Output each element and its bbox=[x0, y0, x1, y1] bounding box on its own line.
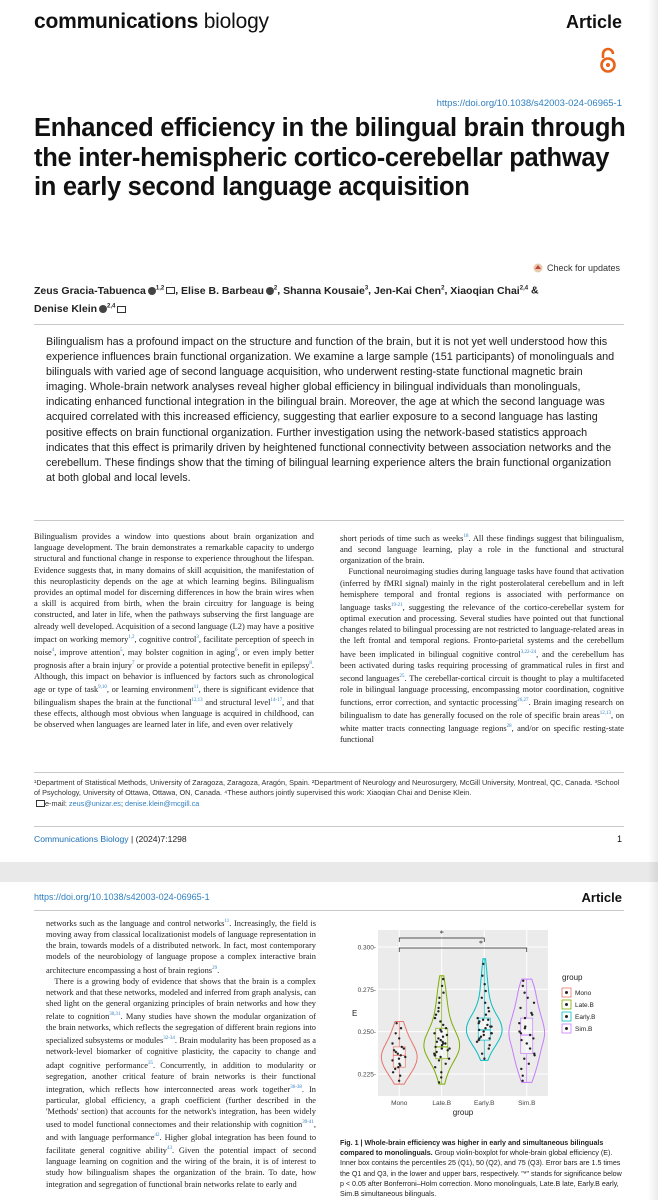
citation-ref[interactable]: 25 bbox=[399, 673, 405, 679]
data-point bbox=[528, 1063, 530, 1065]
data-point bbox=[438, 1081, 440, 1083]
body-text-run: , on white matter tracts connecting language regions bbox=[340, 710, 625, 733]
data-point bbox=[395, 1032, 397, 1034]
data-point bbox=[437, 1010, 439, 1012]
page-gap bbox=[0, 862, 658, 882]
data-point bbox=[483, 1034, 485, 1036]
body-text-run: . Increasingly, the field is moving away from classical localizationist models of language representation in the brain, towards models of a distributed network. In fact, most contemporary models of the neurobiology of language propose a complex interactive brain architecture encompassing a host of brain regions bbox=[46, 918, 316, 975]
divider bbox=[34, 324, 624, 325]
data-point bbox=[445, 1063, 447, 1065]
data-point bbox=[446, 1034, 448, 1036]
data-point bbox=[488, 1044, 490, 1046]
data-point bbox=[520, 1032, 522, 1034]
data-point bbox=[531, 1014, 533, 1016]
data-point bbox=[521, 1080, 523, 1082]
data-point bbox=[439, 1020, 441, 1022]
data-point bbox=[488, 1047, 490, 1049]
legend-label-Mono: Mono bbox=[575, 990, 592, 997]
data-point bbox=[397, 1053, 399, 1055]
data-point bbox=[435, 1051, 437, 1053]
data-point bbox=[448, 1058, 450, 1060]
data-point bbox=[524, 1025, 526, 1027]
body-text-run: , there is significant evidence that bilingualism shapes the brain at the functional bbox=[34, 684, 314, 707]
email-icon[interactable] bbox=[117, 306, 126, 313]
y-tick-label: 0.300- bbox=[357, 944, 376, 952]
data-point bbox=[533, 1054, 535, 1056]
body-text-run: . Brain imaging research on bilingualism to date has generally focused on the role of specific brain areas bbox=[340, 697, 624, 720]
data-point bbox=[395, 1051, 397, 1053]
page-2 bbox=[0, 882, 658, 1200]
data-point bbox=[488, 1010, 490, 1012]
body-text-run: . Higher global integration has been found to facilitate general cognitive ability bbox=[46, 1133, 317, 1156]
data-point bbox=[442, 1024, 444, 1026]
body-text-run: , suggesting the relevance of the cortico-cerebellar system for optimal execution and processing. Several studies have pointed out that functional changes related to bilingual processing are not restricted to language-related areas in the left frontal and temporal regions. Fronto-parietal systems and the cerebellum have been implicated in bilingual cognitive control bbox=[340, 602, 625, 659]
data-point bbox=[403, 1047, 405, 1049]
data-point bbox=[488, 1037, 490, 1039]
x-tick-label: Sim.B bbox=[518, 1100, 536, 1107]
data-point bbox=[520, 1039, 522, 1041]
citation-ref[interactable]: 1,2 bbox=[128, 634, 135, 640]
data-point bbox=[481, 1053, 483, 1055]
legend-label-Sim.B: Sim.B bbox=[575, 1026, 593, 1033]
body-text-left bbox=[46, 916, 316, 1190]
body-text-left bbox=[34, 531, 314, 730]
citation-ref[interactable]: 7 bbox=[131, 660, 135, 666]
data-point bbox=[438, 997, 440, 999]
citation-ref[interactable]: 3,22-24 bbox=[520, 649, 537, 655]
body-text-run: , may bolster cognition in aging bbox=[122, 647, 235, 657]
y-tick-label: 0.225- bbox=[357, 1071, 376, 1079]
data-point bbox=[487, 1007, 489, 1009]
body-text-run: . The cerebellar-cortical circuit is thought to play a multifaceted role in bilingual language processing, encompassing motor coordination, cognitive functions, error correction, and syntactic processing bbox=[340, 673, 624, 707]
journal-name[interactable]: communications biology bbox=[34, 10, 269, 33]
data-point bbox=[439, 1056, 441, 1058]
legend-label-Late.B: Late.B bbox=[575, 1002, 594, 1009]
data-point bbox=[401, 1046, 403, 1048]
data-point bbox=[442, 978, 444, 980]
data-point bbox=[435, 1014, 437, 1016]
data-point bbox=[489, 1025, 491, 1027]
data-point bbox=[397, 1066, 399, 1068]
data-point bbox=[477, 1017, 479, 1019]
data-point bbox=[437, 1007, 439, 1009]
data-point bbox=[522, 1075, 524, 1077]
data-point bbox=[484, 983, 486, 985]
citation-ref[interactable]: 36-38 bbox=[290, 1084, 302, 1090]
data-point bbox=[398, 1037, 400, 1039]
citation-ref[interactable]: 18 bbox=[463, 534, 469, 539]
data-point bbox=[447, 1049, 449, 1051]
data-point bbox=[400, 1027, 402, 1029]
data-point bbox=[520, 1068, 522, 1070]
x-tick-label: Early.B bbox=[474, 1100, 495, 1107]
data-point bbox=[440, 1039, 442, 1041]
data-point bbox=[442, 992, 444, 994]
body-text-run: . Brain modularity has been proposed as a network-level biomarker of cognitive plasticity, the capacity to change and adapt cognitive performance bbox=[46, 1036, 316, 1070]
data-point bbox=[440, 1076, 442, 1078]
body-text-run: or provide a potential protective benefit in epilepsy bbox=[134, 660, 310, 670]
x-tick-label: Mono bbox=[391, 1100, 408, 1107]
article-type-label: Article bbox=[565, 12, 622, 32]
footer-citation: Communications Biology | (2024)7:1298 bbox=[34, 834, 187, 844]
data-point bbox=[483, 1058, 485, 1060]
body-text-run: and structural level bbox=[202, 697, 271, 707]
abstract: Bilingualism has a profound impact on the structure and function of the brain, but it is not yet well understood how this experience influences brain functional organization. We examine a large sample (151 participants) of monolinguals and bilinguals with varied age of second language acquisition, who underwent resting-state functional magnetic brain imaging. Whole-brain network analyses reveal higher global efficiency in bilingual individuals than monolinguals, indicating enhanced functional integration in the bilingual brain. Moreover, the age at which the second language was acquired correlated with this increased efficiency, suggesting that earlier exposure to a second language has lasting positive effects on brain functional organization. Further investigation using the network-based statistics approach indicates that this effect is primarily driven by heightened functional connectivity between association networks and the cerebellum. These findings show that the timing of bilingual learning experience alters the brain functional organization at both global and local levels. bbox=[46, 336, 615, 484]
check-updates-label: Check for updates bbox=[546, 263, 620, 273]
email-link[interactable]: denise.klein@mcgill.ca bbox=[125, 798, 200, 808]
y-axis-label: E bbox=[352, 1009, 358, 1018]
email-link[interactable]: zeus@unizar.es bbox=[68, 798, 121, 808]
affiliations: ¹Department of Statistical Methods, University of Zaragoza, Zaragoza, Aragón, Spain. ²Department of Neurology and Neurosurgery, McGill University, Montreal, QC, Canada. ³School of Psychology, University of Ottawa, Ottawa, ON, Canada. ⁴These authors jointly supervised this work: Xiaoqian Chai and Denise Klein. e-mail: zeus@unizar.es; denise.klein@mcgill.ca bbox=[34, 778, 620, 808]
data-point bbox=[434, 1066, 436, 1068]
data-point bbox=[532, 1037, 534, 1039]
data-point bbox=[481, 997, 483, 999]
body-text-run: . All these findings suggest that bilingualism, and second language learning, play a role in the functional and structural organization of the brain. bbox=[340, 533, 624, 566]
data-point bbox=[398, 1080, 400, 1082]
data-point bbox=[445, 1027, 447, 1029]
figure-caption: Fig. 1 | Whole-brain efficiency was higher in early and simultaneous bilinguals compared to monolinguals. Group violin-boxplot for whole-brain global efficiency (E). Inner box contains the percentiles 25 (Q1), 50 (Q2), and 75 (Q3). Error bars are 1.5 times the Q1 and Q3, in the lower and upper bars, respectively. "*" stands for significance below p < 0.05 after Bonferroni–Holm correction. Mono monolinguals, Late.B late, Early.B early, Sim.B simultaneous bilinguals. bbox=[340, 1139, 622, 1199]
data-point bbox=[484, 1027, 486, 1029]
body-text-run: short periods of time such as weeks bbox=[340, 533, 464, 543]
data-point bbox=[518, 1022, 520, 1024]
citation-ref[interactable]: 5 bbox=[120, 647, 123, 653]
author[interactable]: Elise B. Barbeau $^2$ bbox=[181, 284, 278, 297]
page-edge-shadow bbox=[648, 0, 658, 1200]
body-text-run: , or learning environment bbox=[106, 684, 194, 694]
author[interactable]: Jen-Kai Chen$^2$ bbox=[374, 284, 445, 297]
data-point bbox=[392, 1071, 394, 1073]
legend-key-dot bbox=[565, 1003, 568, 1006]
citation-ref[interactable]: 35 bbox=[147, 1060, 153, 1066]
body-text-run: . Concurrently, in addition to modularity or segregation, another critical feature of brain networks is their functional integration, which reflects how interconnected areas work together bbox=[46, 1060, 316, 1094]
data-point bbox=[476, 1041, 478, 1043]
citation-ref[interactable]: 32-34 bbox=[163, 1036, 175, 1042]
citation-ref[interactable]: 12,13 bbox=[599, 711, 612, 717]
plot-panel bbox=[378, 930, 548, 1096]
data-point bbox=[523, 1058, 525, 1060]
body-text-run: networks such as the language and control networks bbox=[46, 918, 225, 928]
citation-ref[interactable]: 3 bbox=[196, 634, 199, 640]
author-list: Zeus Gracia-Tabuenca $^{1,2}$ , Elise B. Barbeau $^2$, Shanna Kousaie$^3$, Jen-Kai Chen$^2$, Xiaoqian Chai$^{2,4}$ & Denise Klein $^{2,4}$ bbox=[34, 284, 539, 315]
data-point bbox=[478, 1029, 480, 1031]
x-axis-label: group bbox=[452, 1108, 474, 1117]
body-text-run: , improve attention bbox=[54, 647, 121, 657]
body-text-run: , and that these effects, although most obvious when language is acquired in childhood, can be observed when languages are learned later in life, and even over relatively bbox=[34, 697, 315, 730]
orcid-icon[interactable] bbox=[148, 287, 156, 295]
email-icon bbox=[36, 800, 45, 807]
body-text-run: . Given the potential impact of second language learning on cognition and the wiring of the brain, it is of interest to study how bilingualism shapes the organization of the brain. To date, how integration and segregation of functional brain networks relate to early and bbox=[46, 1146, 317, 1189]
author[interactable]: Denise Klein $^{2,4}$ bbox=[34, 303, 126, 315]
data-point bbox=[478, 1020, 480, 1022]
citation-ref[interactable]: 12,13 bbox=[191, 698, 203, 704]
legend-key-dot bbox=[565, 1027, 568, 1030]
divider bbox=[34, 910, 624, 911]
data-point bbox=[519, 1007, 521, 1009]
legend-key-dot bbox=[565, 1015, 568, 1018]
citation-ref[interactable]: 29 bbox=[212, 965, 218, 971]
author[interactable]: Xiaoqian Chai$^{2,4}$ bbox=[450, 284, 529, 297]
orcid-icon[interactable] bbox=[99, 305, 107, 313]
citation-ref[interactable]: 42 bbox=[154, 1133, 160, 1139]
body-text-run: , facilitate perception of speech in noise bbox=[34, 634, 314, 657]
data-point bbox=[478, 1037, 480, 1039]
citation-ref[interactable]: 19-21 bbox=[390, 603, 403, 609]
significance-mark: * bbox=[439, 929, 444, 938]
page-number: 1 bbox=[616, 834, 622, 844]
check-updates-icon bbox=[533, 263, 543, 273]
data-point bbox=[399, 1064, 401, 1066]
open-access-icon bbox=[597, 46, 619, 74]
data-point bbox=[487, 1019, 489, 1021]
data-point bbox=[485, 990, 487, 992]
data-point bbox=[524, 1017, 526, 1019]
data-point bbox=[529, 1034, 531, 1036]
data-point bbox=[491, 1032, 493, 1034]
body-text-run: . In particular, global efficiency, a graph coefficient (further described in the 'Methods' section) that accounts for the network's integration, has been widely used to model functional connectomes and their relationship with cognition bbox=[46, 1084, 316, 1130]
data-point bbox=[391, 1059, 393, 1061]
divider bbox=[34, 520, 624, 521]
body-text-run: There is a growing body of evidence that shows that the brain is a complex network and that these networks, modeled and inferred from graph analysis, can shed light on the general organizing principles of brain networks and how they relate to cognition bbox=[46, 976, 316, 1022]
data-point bbox=[448, 1047, 450, 1049]
data-point bbox=[527, 997, 529, 999]
significance-mark: * bbox=[479, 939, 483, 948]
citation-ref[interactable]: 6 bbox=[234, 647, 238, 653]
data-point bbox=[486, 1024, 488, 1026]
body-text-run: , cognitive control bbox=[134, 634, 197, 644]
citation-ref[interactable]: 43 bbox=[166, 1146, 172, 1152]
body-text-run: . Although, this impact on behavior is influenced by factors such as chronological age or type of task bbox=[34, 660, 314, 694]
data-point bbox=[481, 975, 483, 977]
body-text-run: , and with language performance bbox=[46, 1120, 316, 1143]
body-text-run: , and the cerebellum has been activated during tasks requiring processing of grammatical rules in first and second languages bbox=[340, 649, 624, 683]
data-point bbox=[440, 1071, 442, 1073]
doi-link[interactable]: https://doi.org/10.1038/s42003-024-06965-1 bbox=[34, 892, 210, 902]
data-point bbox=[484, 1002, 486, 1004]
figure-violin-plot bbox=[340, 918, 630, 1128]
data-point bbox=[399, 1075, 401, 1077]
data-point bbox=[482, 963, 484, 965]
citation-ref[interactable]: 30,31 bbox=[109, 1012, 121, 1018]
data-point bbox=[444, 1042, 446, 1044]
data-point bbox=[441, 985, 443, 987]
data-point bbox=[439, 1029, 441, 1031]
data-point bbox=[394, 1068, 396, 1070]
data-point bbox=[482, 1019, 484, 1021]
data-point bbox=[437, 1037, 439, 1039]
body-text-run: . bbox=[217, 965, 220, 975]
data-point bbox=[433, 1032, 435, 1034]
body-text-run: . Many studies have shown the modular organization of the brain networks, which reflects the segregation of different brain regions into specialized subsystems or modules bbox=[46, 1012, 316, 1046]
check-for-updates[interactable] bbox=[533, 263, 620, 273]
data-point bbox=[434, 1046, 436, 1048]
y-tick-label: 0.275- bbox=[357, 986, 376, 994]
legend-label-Early.B: Early.B bbox=[575, 1014, 596, 1021]
body-text-run: , or even imply better prognosis after a brain injury bbox=[34, 647, 314, 670]
x-tick-label: Late.B bbox=[432, 1100, 452, 1107]
citation-ref[interactable]: 28 bbox=[506, 724, 512, 730]
citation-ref[interactable]: 11 bbox=[224, 919, 230, 924]
data-point bbox=[442, 1036, 444, 1038]
data-point bbox=[398, 1058, 400, 1060]
data-point bbox=[523, 992, 525, 994]
body-text-right bbox=[340, 531, 624, 745]
doi-link[interactable]: https://doi.org/10.1038/s42003-024-06965-1 bbox=[436, 98, 622, 109]
data-point bbox=[441, 1041, 443, 1043]
citation-ref[interactable]: 4 bbox=[51, 647, 55, 653]
data-point bbox=[434, 1054, 436, 1056]
data-point bbox=[533, 1002, 535, 1004]
divider bbox=[34, 772, 624, 773]
y-tick-label: 0.250- bbox=[357, 1029, 376, 1037]
data-point bbox=[391, 1042, 393, 1044]
body-text-run: Functional neuroimaging studies during language tasks have found that activation (inferred by fMRI signal) mainly in the right posterolateral cerebellum and in left hemisphere temporal and frontal regions is associated with performance on language tasks bbox=[340, 567, 624, 612]
citation-ref[interactable]: 9,10 bbox=[98, 685, 107, 691]
article-type-label: Article bbox=[581, 890, 622, 905]
data-point bbox=[438, 1002, 440, 1004]
body-text-run: Bilingualism provides a window into questions about brain organization and language development. The brain demonstrates a remarkable capacity to undergo structural and functional change in response to experience throughout the lifespan. Evidence suggests that, in many domains of skill acquisition, the manifestation of this neuroplasticity depends on the age at which learning begins. Bilingualism provides an optimal model for discerning differences in how the brain wires when a skill is acquired from birth, when the brain circuitry for language is being constructed, and later in life, when the pathways subserving the first language are already well developed. Acquisition of a second language (L2) may have a positive impact on working memory bbox=[34, 532, 314, 644]
body-text-run: , and/or on specific resting-state functional bbox=[340, 723, 624, 745]
data-point bbox=[526, 1042, 528, 1044]
citation-ref[interactable]: 39-41 bbox=[302, 1120, 314, 1126]
divider bbox=[34, 826, 624, 827]
data-point bbox=[436, 1041, 438, 1043]
data-point bbox=[522, 980, 524, 982]
author[interactable]: Shanna Kousaie$^3$ bbox=[283, 284, 369, 297]
citation-ref[interactable]: 26,27 bbox=[517, 698, 529, 704]
data-point bbox=[482, 1030, 484, 1032]
citation-ref[interactable]: 14-17 bbox=[270, 698, 283, 704]
article-title: Enhanced efficiency in the bilingual brain through the inter-hemispheric cortico-cerebellar pathway in early second language acquisition bbox=[34, 114, 626, 201]
data-point bbox=[441, 1047, 443, 1049]
data-point bbox=[393, 1049, 395, 1051]
email-icon[interactable] bbox=[166, 287, 175, 294]
data-point bbox=[400, 1054, 402, 1056]
citation-ref[interactable]: 11 bbox=[193, 685, 199, 691]
data-point bbox=[434, 1017, 436, 1019]
data-point bbox=[522, 985, 524, 987]
legend-title: group bbox=[562, 973, 583, 982]
data-point bbox=[485, 1014, 487, 1016]
data-point bbox=[529, 1047, 531, 1049]
orcid-icon[interactable] bbox=[266, 287, 274, 295]
legend-key-dot bbox=[565, 991, 568, 994]
data-point bbox=[438, 1059, 440, 1061]
citation-ref[interactable]: 8 bbox=[309, 660, 312, 666]
data-point bbox=[404, 1056, 406, 1058]
data-point bbox=[395, 1022, 397, 1024]
author[interactable]: Zeus Gracia-Tabuenca $^{1,2}$ bbox=[34, 285, 175, 297]
